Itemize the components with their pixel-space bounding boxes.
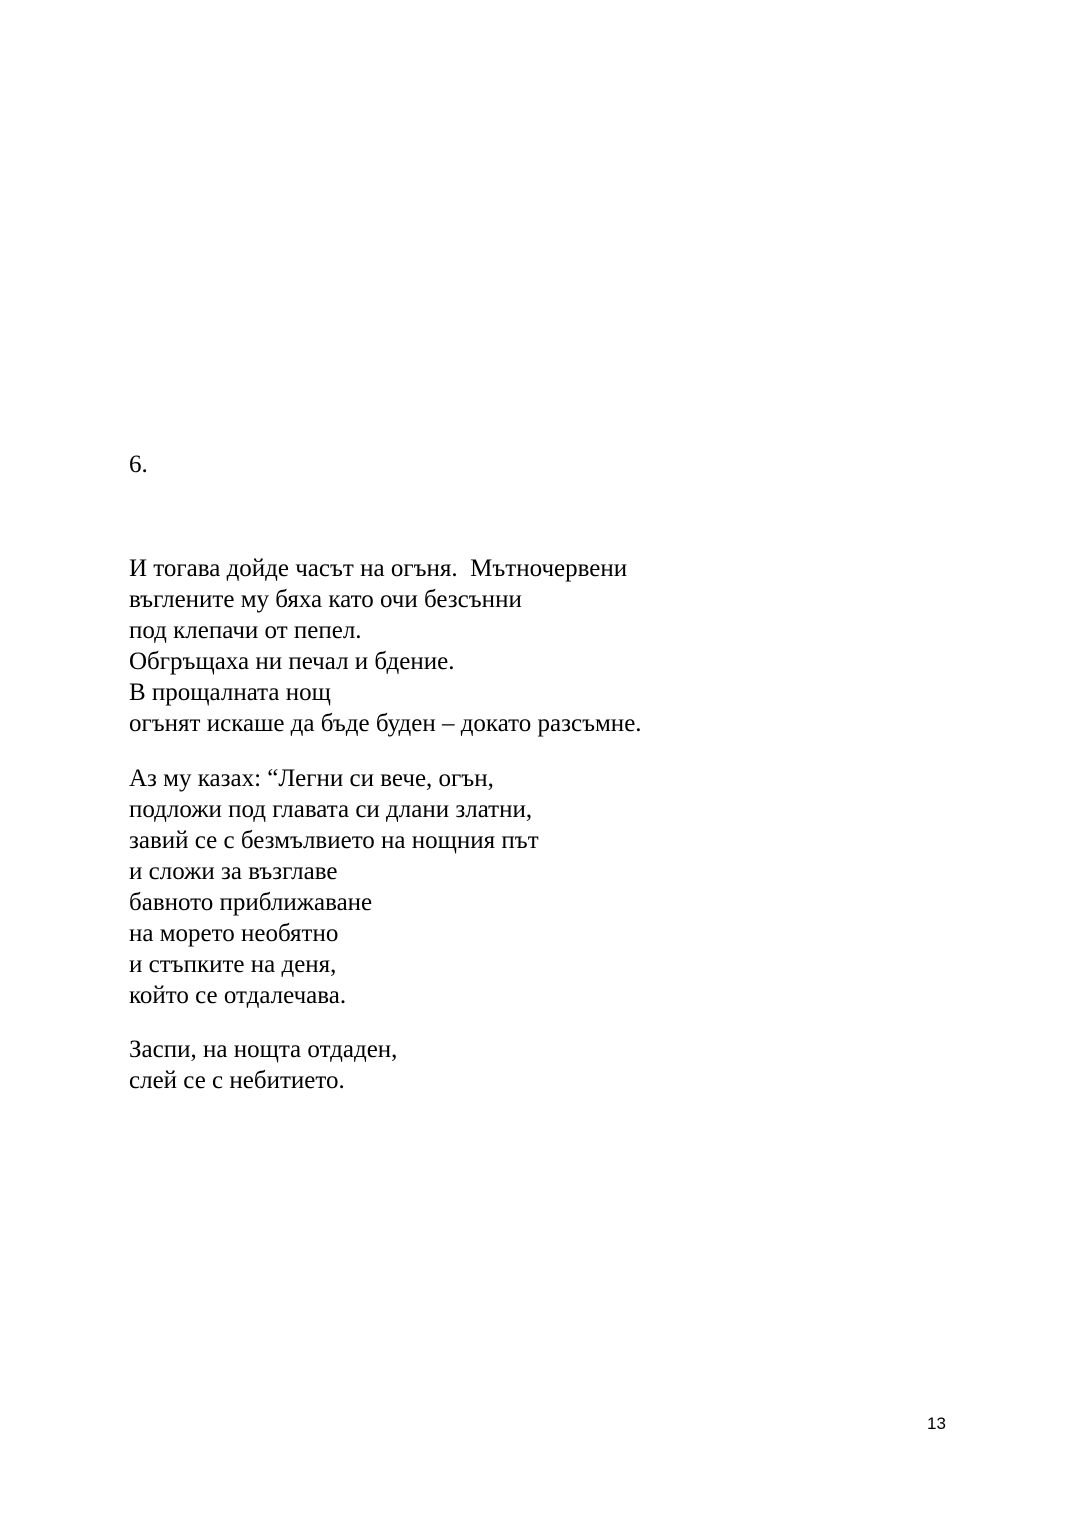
verse-line: Обгръщаха ни печал и бдение. xyxy=(129,648,455,675)
verse-line: и сложи за възглаве xyxy=(129,858,338,885)
verse-line: и стъпките на деня, xyxy=(129,951,337,978)
verse-line: В прощалната нощ xyxy=(129,679,331,706)
verse-line: завий се с безмълвието на нощния път xyxy=(129,827,539,854)
verse-line: огънят искаше да бъде буден – докато разсъмне. xyxy=(129,710,642,737)
verse-line: на морето необятно xyxy=(129,920,339,947)
verse-line: Аз му казах: “Легни си вече, огън, xyxy=(129,765,494,792)
stanza-2 xyxy=(129,763,539,1011)
verse-line: Заспи, на нощта отдаден, xyxy=(129,1036,398,1063)
verse-line: под клепачи от пепел. xyxy=(129,617,362,644)
verse-line: подложи под главата си длани златни, xyxy=(129,796,533,823)
stanza-1 xyxy=(129,553,642,739)
verse-line: слей се с небитието. xyxy=(129,1067,345,1094)
verse-line: И тогава дойде часът на огъня. Мътночервени xyxy=(129,555,628,582)
page-number: 13 xyxy=(927,1414,946,1433)
verse-line: бавното приближаване xyxy=(129,889,373,916)
poem-number: 6. xyxy=(129,451,148,478)
verse-line: въглените му бяха като очи безсънни xyxy=(129,586,522,613)
stanza-3 xyxy=(129,1034,397,1096)
verse-line: който се отдалечава. xyxy=(129,982,347,1009)
